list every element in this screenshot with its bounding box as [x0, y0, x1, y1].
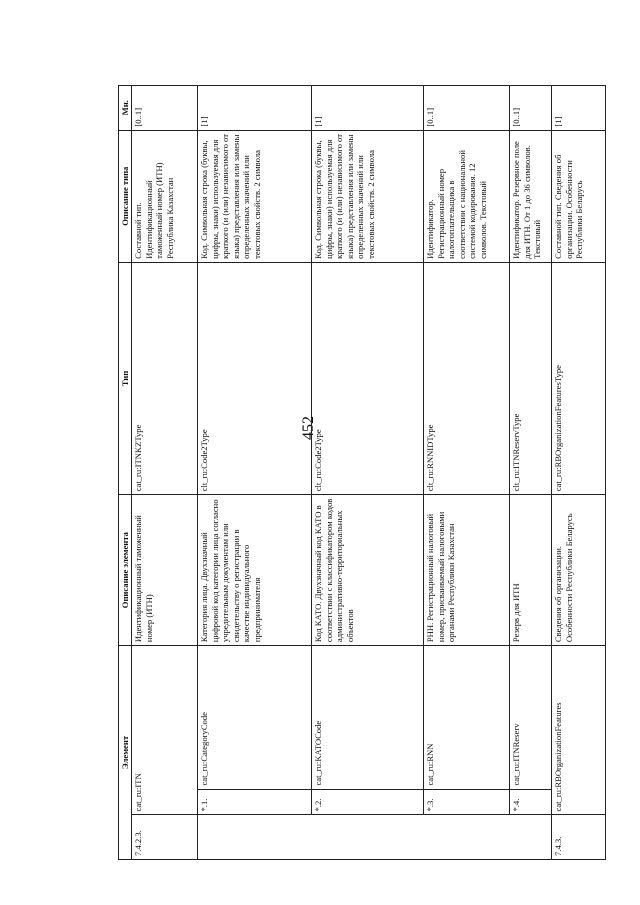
table-row — [132, 86, 198, 860]
element-name: cat_ru:RBOrganizationFeatures — [552, 646, 606, 815]
type-name: clt_ru:ITNReservType — [510, 262, 552, 494]
sub-number: *.4. — [510, 789, 552, 815]
element-description: Резерв для ИТН — [510, 495, 552, 646]
element-description: РНН. Регистрационный налоговый номер, присваиваемый налоговыми органами Республики Казахстан — [424, 495, 510, 646]
section-number: 7.4.2.3. — [132, 815, 198, 860]
type-description: Код. Символьная строка (буквы, цифры, знаки) используемая для краткого (и (или) независимого от языка) представления или замены определенных значений или текстовых свойств. 2 символа — [312, 130, 424, 262]
type-description: Идентификатор. Регистрационный номер налогоплательщика в соответствии с национальной системой кодирования. 12 символов. Текстовый — [424, 130, 510, 262]
sub-number: *.1. — [198, 789, 312, 815]
multiplicity: [1] — [312, 86, 424, 131]
header-element-description: Описание элемента — [119, 495, 132, 646]
section-spacer — [510, 815, 552, 860]
table-row — [198, 86, 312, 860]
page-number: 452 — [300, 416, 317, 440]
element-description: Идентификационный таможенный номер (ИТН) — [132, 495, 198, 646]
element-description: Код КАТО. Двухзначный код КАТО в соответствии с классификатором кодов административно-территориальных объектов — [312, 495, 424, 646]
element-name: cat_ru:KATOCode — [312, 646, 424, 789]
section-spacer — [424, 815, 510, 860]
multiplicity: [1] — [552, 86, 606, 131]
header-multiplicity: Мн. — [119, 86, 132, 131]
type-name: clt_ru:RNNIDType — [424, 262, 510, 494]
table-row — [424, 86, 510, 860]
table-row — [312, 86, 424, 860]
table-row — [552, 86, 606, 860]
table-header-row — [119, 86, 132, 860]
type-name: clt_ru:Code2Type — [312, 262, 424, 494]
header-type: Тип — [119, 262, 132, 494]
element-description: Сведения об организации. Особенности Республики Беларусь — [552, 495, 606, 646]
multiplicity: [0..1] — [510, 86, 552, 131]
table-row — [510, 86, 552, 860]
multiplicity: [0..1] — [132, 86, 198, 131]
multiplicity: [1] — [198, 86, 312, 131]
header-element: Элемент — [119, 646, 132, 860]
section-number: 7.4.3. — [552, 815, 606, 860]
schema-table — [118, 85, 606, 860]
type-description: Составной тип. Сведения об организации. Особенности Республики Беларусь — [552, 130, 606, 262]
sub-number: *.2. — [312, 789, 424, 815]
type-description: Код. Символьная строка (буквы, цифры, знаки) используемая для краткого (и (или) независимого от языка) представления или замены определенных значений или текстовых свойств. 2 символа — [198, 130, 312, 262]
type-name: cat_ru:RBOrganizationFeaturesType — [552, 262, 606, 494]
header-type-description: Описание типа — [119, 130, 132, 262]
section-spacer — [198, 815, 312, 860]
multiplicity: [0..1] — [424, 86, 510, 131]
element-name: cat_ru:ITNReserv — [510, 646, 552, 789]
element-name: cat_ru:ITN — [132, 646, 198, 815]
element-description: Категория лица. Двухзначный цифровой код категории лица согласно учредительным документам или свидетельству о регистрации в качестве индивидуального предпринимателя — [198, 495, 312, 646]
type-name: cat_ru:ITNKZType — [132, 262, 198, 494]
element-name: cat_ru:RNN — [424, 646, 510, 789]
type-name: clt_ru:Code2Type — [198, 262, 312, 494]
sub-number: *.3. — [424, 789, 510, 815]
rotated-table-container — [118, 85, 585, 860]
type-description: Идентификатор. Резервное поле для ИТН. От 1 до 36 символов. Текстовый — [510, 130, 552, 262]
type-description: Составной тип. Идентификационный таможенный номер (ИТН) Республика Казахстан — [132, 130, 198, 262]
element-name: cat_ru:CategoryCode — [198, 646, 312, 789]
section-spacer — [312, 815, 424, 860]
